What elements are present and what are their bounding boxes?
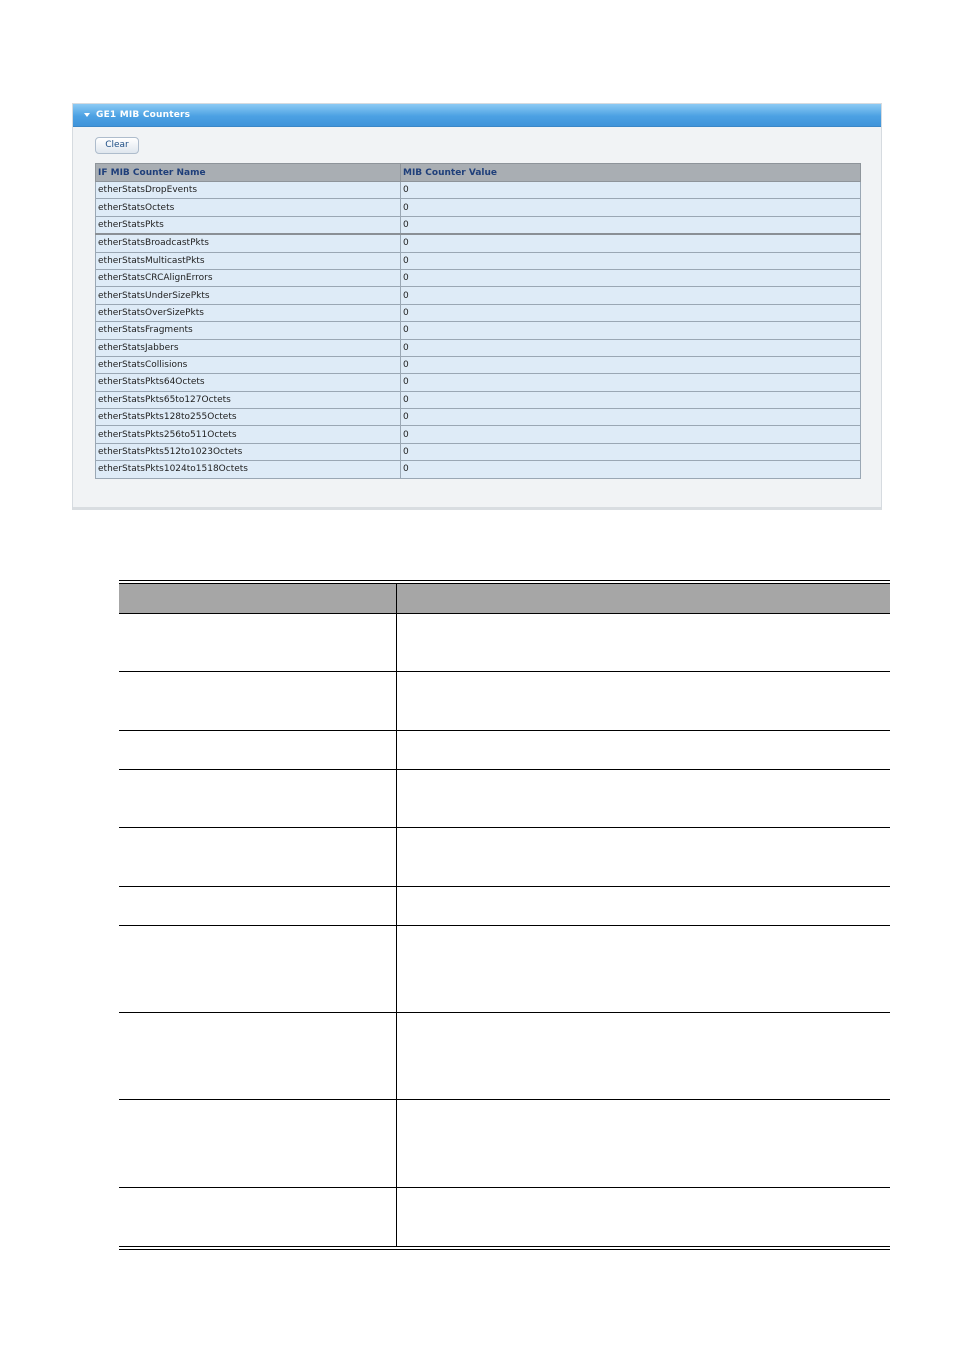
collapse-arrow-icon[interactable] <box>84 113 90 117</box>
counter-value-cell: 0 <box>401 322 861 339</box>
counter-name-cell: etherStatsMulticastPkts <box>96 252 401 269</box>
counter-value-cell: 0 <box>401 182 861 199</box>
table-header-row <box>96 164 861 182</box>
description-row <box>119 1188 890 1246</box>
counter-name-cell: etherStatsOverSizePkts <box>96 304 401 321</box>
description-header-object <box>119 584 396 614</box>
description-row <box>119 614 890 672</box>
description-header-description <box>396 584 890 614</box>
counter-value-cell: 0 <box>401 287 861 304</box>
counter-name-cell: etherStatsCollisions <box>96 356 401 373</box>
description-row <box>119 1013 890 1100</box>
description-row <box>119 828 890 887</box>
table-row <box>96 252 861 269</box>
table-row <box>96 182 861 199</box>
counter-name-cell: etherStatsUnderSizePkts <box>96 287 401 304</box>
table-row <box>96 443 861 460</box>
counter-value-cell: 0 <box>401 339 861 356</box>
counter-value-cell: 0 <box>401 409 861 426</box>
description-table <box>119 580 890 1250</box>
counter-value-cell: 0 <box>401 426 861 443</box>
column-header-value: MIB Counter Value <box>401 164 861 182</box>
table-row <box>96 287 861 304</box>
table-row <box>96 269 861 286</box>
counter-name-cell: etherStatsPkts1024to1518Octets <box>96 461 401 478</box>
table-row <box>96 304 861 321</box>
counter-name-cell: etherStatsCRCAlignErrors <box>96 269 401 286</box>
description-header-row <box>119 584 890 614</box>
description-row <box>119 672 890 731</box>
table-row <box>96 461 861 478</box>
table-row <box>96 409 861 426</box>
counter-value-cell: 0 <box>401 356 861 373</box>
counter-name-cell: etherStatsPkts64Octets <box>96 374 401 391</box>
panel-header[interactable] <box>73 104 881 127</box>
description-row <box>119 770 890 828</box>
description-row <box>119 731 890 770</box>
mib-counter-table <box>95 163 861 479</box>
counter-name-cell: etherStatsJabbers <box>96 339 401 356</box>
table-row <box>96 356 861 373</box>
description-row <box>119 926 890 1013</box>
counter-value-cell: 0 <box>401 234 861 252</box>
counter-name-cell: etherStatsPkts128to255Octets <box>96 409 401 426</box>
counter-value-cell: 0 <box>401 461 861 478</box>
counter-value-cell: 0 <box>401 304 861 321</box>
counter-value-cell: 0 <box>401 391 861 408</box>
counter-name-cell: etherStatsPkts65to127Octets <box>96 391 401 408</box>
mib-counters-panel <box>72 103 882 510</box>
counter-value-cell: 0 <box>401 252 861 269</box>
counter-name-cell: etherStatsDropEvents <box>96 182 401 199</box>
table-row <box>96 374 861 391</box>
panel-title: GE1 MIB Counters <box>96 110 191 120</box>
counter-value-cell: 0 <box>401 374 861 391</box>
table-row <box>96 216 861 234</box>
table-row <box>96 234 861 252</box>
counter-name-cell: etherStatsPkts <box>96 216 401 234</box>
counter-name-cell: etherStatsBroadcastPkts <box>96 234 401 252</box>
column-header-name: IF MIB Counter Name <box>96 164 401 182</box>
counter-value-cell: 0 <box>401 199 861 216</box>
table-row <box>96 322 861 339</box>
table-row <box>96 391 861 408</box>
description-row <box>119 887 890 926</box>
counter-value-cell: 0 <box>401 443 861 460</box>
counter-name-cell: etherStatsPkts256to511Octets <box>96 426 401 443</box>
counter-value-cell: 0 <box>401 216 861 234</box>
counter-name-cell: etherStatsFragments <box>96 322 401 339</box>
counter-value-cell: 0 <box>401 269 861 286</box>
description-row <box>119 1100 890 1188</box>
counter-name-cell: etherStatsPkts512to1023Octets <box>96 443 401 460</box>
table-row <box>96 339 861 356</box>
table-row <box>96 199 861 216</box>
counter-name-cell: etherStatsOctets <box>96 199 401 216</box>
clear-button[interactable]: Clear <box>95 137 139 154</box>
table-row <box>96 426 861 443</box>
